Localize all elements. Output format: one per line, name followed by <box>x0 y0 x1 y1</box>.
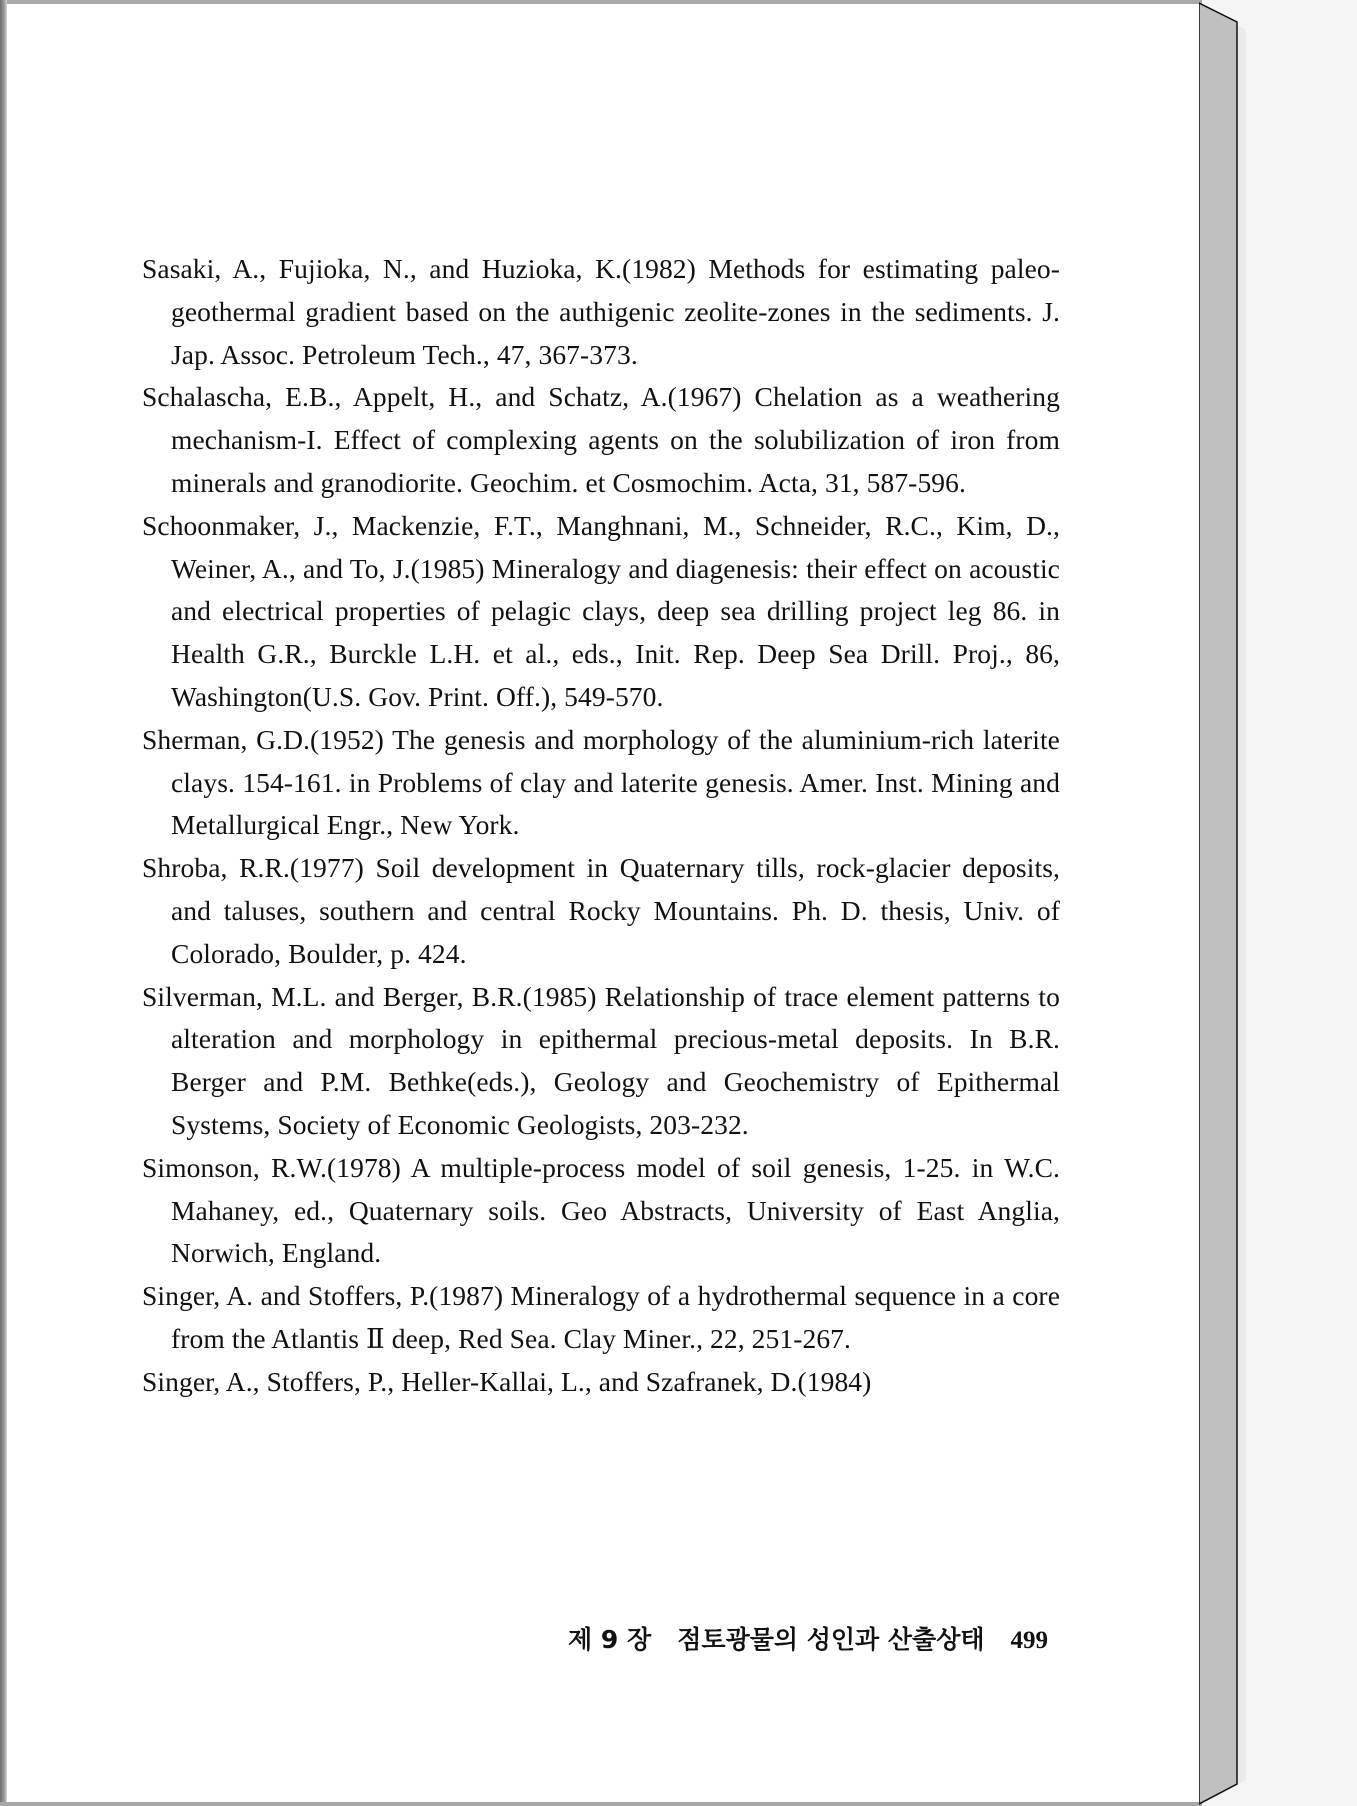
chapter-title: 점토광물의 성인과 산출상태 <box>677 1625 985 1654</box>
reference-entry: Sasaki, A., Fujioka, N., and Huzioka, K.(1982) Methods for estimating paleo-geothermal gradient based on the authigenic zeolite-zones in the sediments. J. Jap. Assoc. Petroleum Tech., 47, 367-373. <box>142 253 1060 370</box>
book-spine-edge <box>1199 0 1249 1806</box>
reference-entry: Silverman, M.L. and Berger, B.R.(1985) Relationship of trace element patterns to alteration and morphology in epithermal precious-metal deposits. In B.R. Berger and P.M. Bethke(eds.), Geology and Geochemistry of Epithermal Systems, Society of Economic Geologists, 203-232. <box>142 980 1060 1140</box>
chapter-label: 제 9 장 <box>568 1625 652 1654</box>
reference-entry: Schalascha, E.B., Appelt, H., and Schatz, A.(1967) Chelation as a weathering mechanism-I. Effect of complexing agents on the solubilization of iron from minerals and granodiorite. Geochim. et Cosmochim. Acta, 31, 587-596. <box>142 381 1060 498</box>
reference-entry: Singer, A. and Stoffers, P.(1987) Mineralogy of a hydrothermal sequence in a core from the Atlantis Ⅱ deep, Red Sea. Clay Miner., 22, 251-267. <box>142 1280 1060 1354</box>
running-footer <box>540 1620 1048 1656</box>
reference-entry: Singer, A., Stoffers, P., Heller-Kallai, L., and Szafranek, D.(1984) <box>142 1365 872 1397</box>
reference-list <box>142 248 1060 1404</box>
page-bottom-edge <box>0 1802 1202 1806</box>
reference-entry: Simonson, R.W.(1978) A multiple-process model of soil genesis, 1-25. in W.C. Mahaney, ed., Quaternary soils. Geo Abstracts, University of East Anglia, Norwich, England. <box>142 1151 1060 1269</box>
spine-face <box>1199 3 1237 1804</box>
reference-entry: Sherman, G.D.(1952) The genesis and morphology of the aluminium-rich laterite clays. 154-161. in Problems of clay and laterite genesis. Amer. Inst. Mining and Metallurgical Engr., New York. <box>142 723 1060 841</box>
reference-entry: Shroba, R.R.(1977) Soil development in Quaternary tills, rock-glacier deposits, and taluses, southern and central Rocky Mountains. Ph. D. thesis, Univ. of Colorado, Boulder, p. 424. <box>142 852 1060 969</box>
reference-entry: Schoonmaker, J., Mackenzie, F.T., Manghnani, M., Schneider, R.C., Kim, D., Weiner, A., and To, J.(1985) Mineralogy and diagenesis: their effect on acoustic and electrical properties of pelagic clays, deep sea drilling project leg 86. in Health G.R., Burckle L.H. et al., eds., Init. Rep. Deep Sea Drill. Proj., 86, Washington(U.S. Gov. Print. Off.), 549-570. <box>142 509 1060 712</box>
page-number: 499 <box>1010 1627 1048 1654</box>
page-left-edge <box>0 0 7 1806</box>
